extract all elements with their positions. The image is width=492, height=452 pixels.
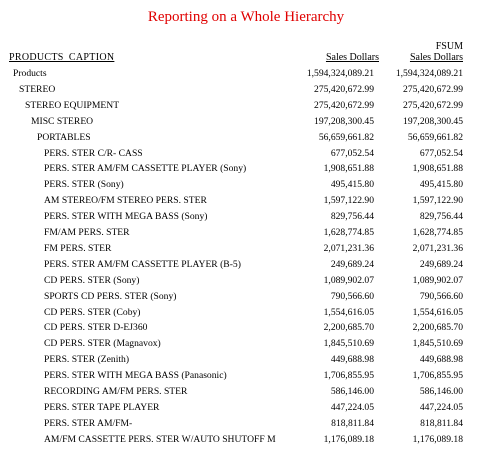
fsum-sales-dollars-value: 1,594,324,089.21 xyxy=(395,68,463,79)
row-caption: CD PERS. STER (Coby) xyxy=(44,306,141,318)
table-row xyxy=(0,179,492,195)
table-row xyxy=(0,132,492,148)
fsum-sales-dollars-column-header: Sales Dollars xyxy=(409,52,463,63)
sales-dollars-value: 249,689.24 xyxy=(330,258,374,270)
table-row xyxy=(0,68,492,84)
fsum-sales-dollars-value: 249,689.24 xyxy=(419,258,463,270)
row-caption: PERS. STER WITH MEGA BASS (Panasonic) xyxy=(44,370,227,382)
sales-dollars-value: 275,420,672.99 xyxy=(314,99,374,111)
table-row xyxy=(0,116,492,132)
sales-dollars-value: 1,176,089.18 xyxy=(323,433,374,445)
row-caption: CD PERS. STER (Sony) xyxy=(44,274,140,286)
fsum-sales-dollars-value: 197,208,300.45 xyxy=(403,115,463,127)
row-caption: AM STEREO/FM STEREO PERS. STER xyxy=(44,195,207,207)
sales-dollars-value: 449,688.98 xyxy=(330,354,374,366)
sales-dollars-value: 586,146.00 xyxy=(330,386,374,397)
sales-dollars-value: 56,659,661.82 xyxy=(318,131,374,143)
fsum-sales-dollars-value: 447,224.05 xyxy=(419,401,463,413)
sales-dollars-value: 677,052.54 xyxy=(330,147,374,159)
table-row xyxy=(0,418,492,434)
table-row xyxy=(0,354,492,370)
fsum-sales-dollars-value: 586,146.00 xyxy=(419,386,463,397)
row-caption: PERS. STER C/R- CASS xyxy=(44,147,143,159)
fsum-sales-dollars-value: 1,089,902.07 xyxy=(412,274,463,286)
row-caption: PERS. STER AM/FM CASSETTE PLAYER (Sony) xyxy=(44,163,247,175)
table-row xyxy=(0,434,492,450)
caption-column-header: PRODUCTS_CAPTION xyxy=(9,52,115,63)
sales-dollars-value: 1,706,855.95 xyxy=(323,370,374,382)
row-caption: PERS. STER (Sony) xyxy=(44,179,124,191)
table-row xyxy=(0,148,492,164)
sales-dollars-value: 790,566.60 xyxy=(330,290,374,302)
fsum-sales-dollars-value: 818,811.84 xyxy=(420,417,463,429)
row-caption: PERS. STER (Zenith) xyxy=(44,354,130,366)
row-caption: FM/AM PERS. STER xyxy=(44,227,130,238)
sales-dollars-value: 495,415.80 xyxy=(330,179,374,191)
row-caption: PERS. STER AM/FM- xyxy=(44,417,133,429)
row-caption: FM PERS. STER xyxy=(44,242,112,254)
fsum-sales-dollars-value: 1,554,616.05 xyxy=(412,306,463,318)
fsum-header: FSUM xyxy=(435,41,463,52)
sales-dollars-value: 197,208,300.45 xyxy=(314,115,374,127)
table-row xyxy=(0,402,492,418)
report-title: Reporting on a Whole Hierarchy xyxy=(147,9,345,25)
fsum-sales-dollars-value: 1,845,510.69 xyxy=(412,338,463,350)
table-row xyxy=(0,211,492,227)
fsum-sales-dollars-value: 790,566.60 xyxy=(419,290,463,302)
fsum-sales-dollars-value: 677,052.54 xyxy=(419,147,463,159)
sales-dollars-value: 1,597,122.90 xyxy=(323,195,374,207)
fsum-sales-dollars-value: 2,071,231.36 xyxy=(412,242,463,254)
fsum-sales-dollars-value: 449,688.98 xyxy=(419,354,463,366)
table-row xyxy=(0,259,492,275)
row-caption: RECORDING AM/FM PERS. STER xyxy=(44,386,188,397)
sales-dollars-value: 818,811.84 xyxy=(331,417,374,429)
table-row xyxy=(0,163,492,179)
fsum-sales-dollars-value: 495,415.80 xyxy=(419,179,463,191)
fsum-sales-dollars-value: 1,176,089.18 xyxy=(412,433,463,445)
row-caption: PERS. STER TAPE PLAYER xyxy=(44,401,160,413)
fsum-sales-dollars-value: 1,628,774.85 xyxy=(412,227,463,238)
fsum-sales-dollars-value: 1,908,651.88 xyxy=(412,163,463,175)
row-caption: SPORTS CD PERS. STER (Sony) xyxy=(44,290,177,302)
sales-dollars-value: 829,756.44 xyxy=(330,211,374,223)
sales-dollars-value: 275,420,672.99 xyxy=(314,83,374,95)
sales-dollars-value: 1,554,616.05 xyxy=(323,306,374,318)
sales-dollars-value: 2,071,231.36 xyxy=(323,242,374,254)
table-row xyxy=(0,243,492,259)
row-caption: AM/FM CASSETTE PERS. STER W/AUTO SHUTOFF M xyxy=(44,433,276,445)
table-row xyxy=(0,195,492,211)
sales-dollars-value: 447,224.05 xyxy=(330,401,374,413)
row-caption: CD PERS. STER (Magnavox) xyxy=(44,338,161,350)
row-caption: PERS. STER AM/FM CASSETTE PLAYER (B-5) xyxy=(44,258,241,270)
table-row xyxy=(0,386,492,402)
row-caption: STEREO EQUIPMENT xyxy=(25,99,120,111)
sales-dollars-value: 2,200,685.70 xyxy=(323,322,374,334)
table-row xyxy=(0,307,492,323)
fsum-sales-dollars-value: 2,200,685.70 xyxy=(412,322,463,334)
fsum-sales-dollars-value: 829,756.44 xyxy=(419,211,463,223)
sales-dollars-value: 1,594,324,089.21 xyxy=(306,68,374,79)
table-row xyxy=(0,84,492,100)
fsum-sales-dollars-value: 1,706,855.95 xyxy=(412,370,463,382)
sales-dollars-value: 1,089,902.07 xyxy=(323,274,374,286)
row-caption: CD PERS. STER D-EJ360 xyxy=(44,322,148,334)
row-caption: Products xyxy=(13,68,47,79)
table-row xyxy=(0,338,492,354)
row-caption: PERS. STER WITH MEGA BASS (Sony) xyxy=(44,211,208,223)
table-row xyxy=(0,100,492,116)
table-row xyxy=(0,322,492,338)
fsum-sales-dollars-value: 1,597,122.90 xyxy=(412,195,463,207)
fsum-sales-dollars-value: 56,659,661.82 xyxy=(407,131,463,143)
sales-dollars-value: 1,908,651.88 xyxy=(323,163,374,175)
table-row xyxy=(0,370,492,386)
fsum-sales-dollars-value: 275,420,672.99 xyxy=(403,99,463,111)
table-row xyxy=(0,275,492,291)
sales-dollars-column-header: Sales Dollars xyxy=(325,52,379,63)
row-caption: PORTABLES xyxy=(37,131,91,143)
table-row xyxy=(0,291,492,307)
sales-dollars-value: 1,845,510.69 xyxy=(323,338,374,350)
sales-dollars-value: 1,628,774.85 xyxy=(323,227,374,238)
fsum-sales-dollars-value: 275,420,672.99 xyxy=(403,83,463,95)
row-caption: STEREO xyxy=(19,83,56,95)
table-row xyxy=(0,227,492,243)
row-caption: MISC STEREO xyxy=(31,115,94,127)
